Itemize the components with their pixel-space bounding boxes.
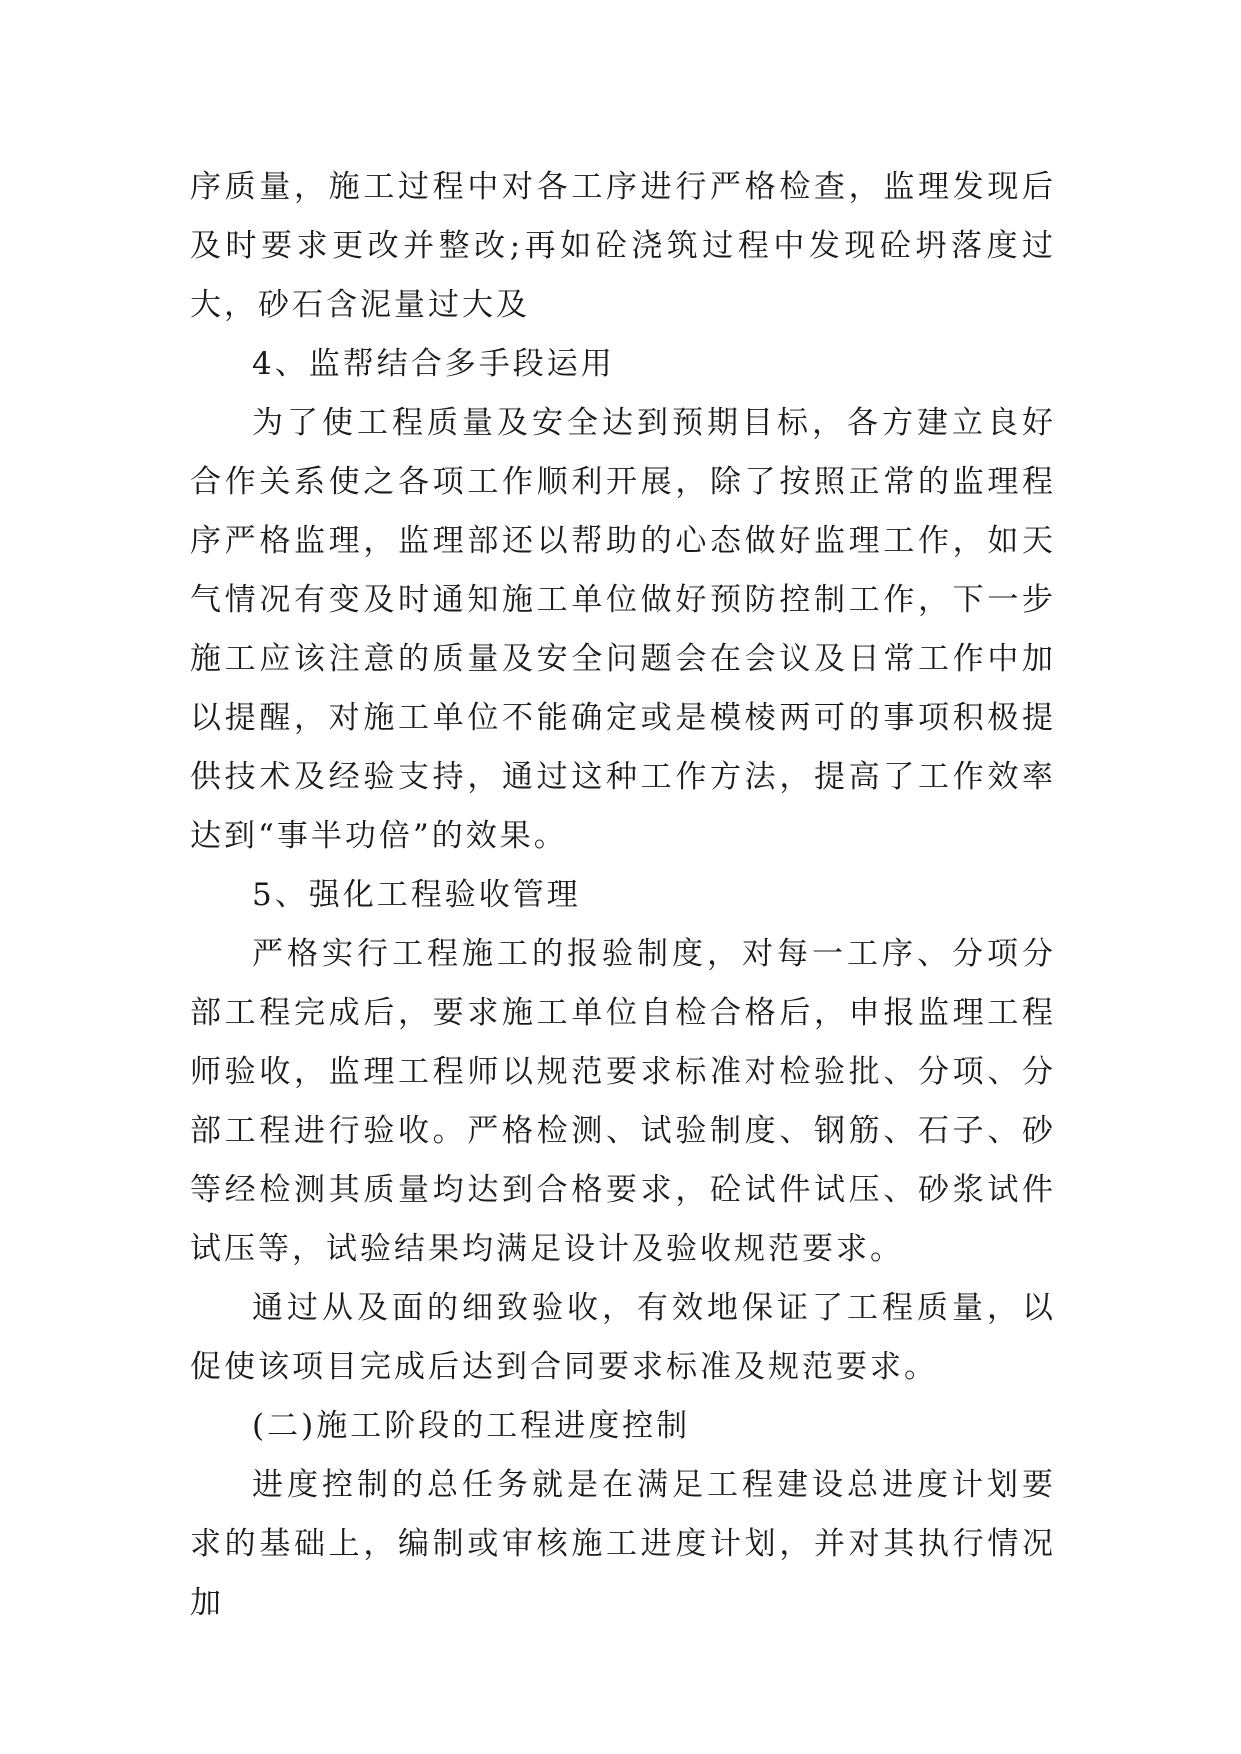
document-body [190,158,1056,1633]
paragraph-continued: 序质量，施工过程中对各工序进行严格检查，监理发现后及时要求更改并整改;再如砼浇筑过程中发现砼坍落度过大，砂石含泥量过大及 [190,169,1056,323]
section-heading-5: 5、强化工程验收管理 [252,877,581,913]
section-heading-4: 4、监帮结合多手段运用 [252,346,615,382]
paragraph: 严格实行工程施工的报验制度，对每一工序、分项分部工程完成后，要求施工单位自检合格后，申报监理工程师验收，监理工程师以规范要求标准对检验批、分项、分部工程进行验收。严格检测、试验制度、钢筋、石子、砂等经检测其质量均达到合格要求，砼试件试压、砂浆试件试压等，试验结果均满足设计及验收规范要求。 [190,936,1056,1267]
paragraph: 为了使工程质量及安全达到预期目标，各方建立良好合作关系使之各项工作顺利开展，除了按照正常的监理程序严格监理，监理部还以帮助的心态做好监理工作，如天气情况有变及时通知施工单位做好预防控制工作，下一步施工应该注意的质量及安全问题会在会议及日常工作中加以提醒，对施工单位不能确定或是模棱两可的事项积极提供技术及经验支持，通过这种工作方法，提高了工作效率达到“事半功倍”的效果。 [190,405,1056,854]
paragraph: 通过从及面的细致验收，有效地保证了工程质量，以促使该项目完成后达到合同要求标准及规范要求。 [190,1290,1056,1385]
section-heading-2: (二)施工阶段的工程进度控制 [252,1408,691,1444]
paragraph: 进度控制的总任务就是在满足工程建设总进度计划要求的基础上，编制或审核施工进度计划，并对其执行情况加 [190,1467,1056,1621]
